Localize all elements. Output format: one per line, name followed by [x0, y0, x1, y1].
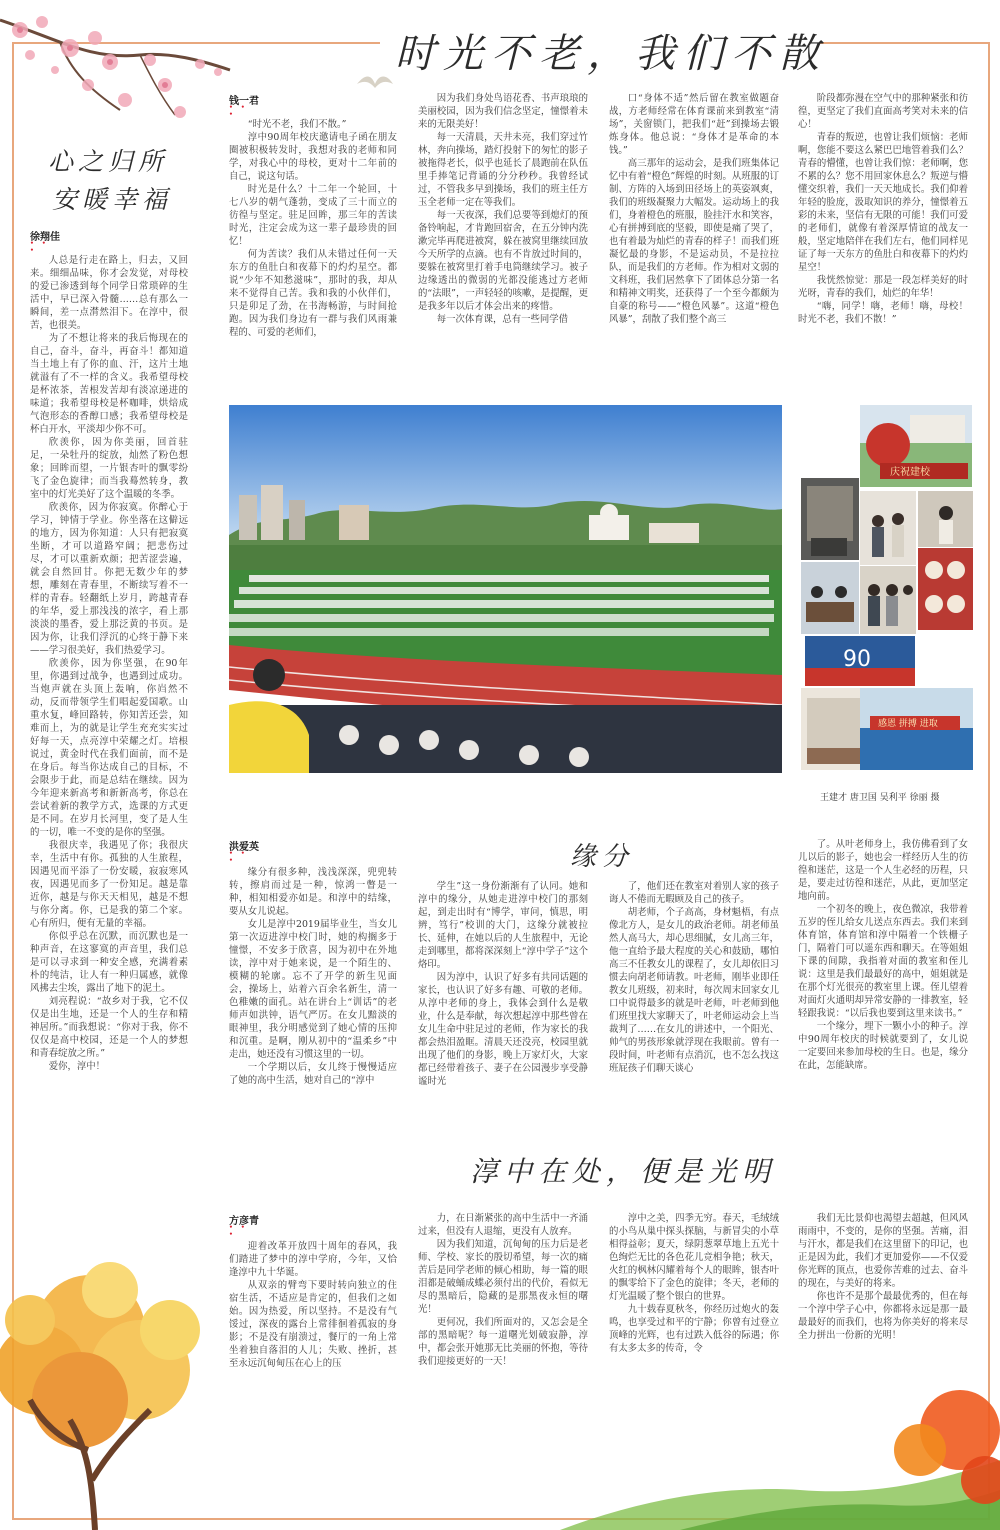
thumb-meeting-photo [801, 562, 859, 634]
paragraph: 了，他们还在教室对着别人家的孩子诲人不倦而无暇顾及自己的孩子。 [609, 881, 779, 905]
photo-90-text: 90 [843, 647, 871, 672]
paragraph: 了。从叶老师身上，我仿佛看到了女儿以后的影子，她也会一样经历人生的彷徨和迷茫，这是一个人生必经的历程，只是，要走过彷徨和迷茫，从此，更加坚定地向前。 [798, 839, 968, 902]
article-fang-column-3 [609, 1212, 779, 1388]
article-fang-column-1 [229, 1240, 397, 1388]
paragraph: 刘亮程说：“故乡对于我，它不仅仅是出生地，还是一个人的生存和精神居所。”而我想说：“你对于我，你不仅仅是高中校园，还是一个人的梦想和青春绽放之所。” [30, 996, 188, 1059]
paragraph: 欣羡你，因为你坚强，在90年里，你遇到过战争，也遇到过成功。当炮声就在头顶上轰响，你岿然不动，反而带领学生们唱起爱国歌。山重水复，峰回路转，你知苦还尝，知难而上，为的就是让学生充充实实过好每一天，点亮淳中荣耀之灯。培根说过，黄金时代在我们面前，而不是在身后。每当你达成自己的目标，不会限步于此，而是总结在继续。因为今年迎来新高考和新新高考，你总在尝试着新的教学方式，选课的方式更是不同。在岁月长河里，变了是人生的一切，唯一不变的是你的坚强。 [30, 658, 188, 838]
article-hong-column-1 [229, 866, 397, 1116]
article-qian-column-4 [798, 92, 968, 368]
article-fang-column-2 [418, 1212, 588, 1388]
paragraph: 欣羡你，因为你美丽，回首驻足，一朵牡丹的绽放，灿然了粉色想象；回眸而望，一片银杏叶的飘零纷飞了金色旋律；而当我蓦然转身，教室中的灯光美好了这个温暖的冬季。 [30, 437, 188, 500]
paragraph: 爱你，淳中！ [48, 1061, 106, 1072]
byline-hong: 洪爱英 • • • [229, 838, 259, 853]
byline-qian: 钱一君 • • • [229, 92, 259, 107]
main-headline: 时光不老，我们不散 [395, 31, 827, 77]
article-qian-column-1 [229, 118, 397, 368]
paragraph: 迎着改革开放四十周年的春风，我们踏进了梦中的淳中学府，今年，又恰逢淳中九十华诞。 [229, 1241, 397, 1278]
paragraph: 每一天清晨，天井未亮，我们穿过竹林，奔向操场，踏灯投射下的匆忙的影子被拖得老长，似乎也延长了晨跑前在队伍里手捧笔记背诵的分分秒秒。我曾经试过，不管我多早到操场，我们的班主任方玉全老师一定在等我们。 [418, 132, 588, 208]
plum-blossom-decoration [0, 0, 240, 150]
paragraph: “嗨，同学！嗨，老师！嗨，母校！时光不老，我们不散！” [798, 301, 968, 325]
paragraph: 何为苦读？我们从未错过任何一天东方的鱼肚白和夜幕下的灼灼星空。都说“少年不知愁滋味”，那时的我，却从来不觉得自己苦。我和我的小伙伴们，只是卯足了劲，在书海畅游，与时间抢跑。因为我们身边有一群与我们风雨兼程的、可爱的老师们， [229, 249, 397, 338]
paragraph: 每一天夜深，我们总要等到熄灯的预备铃响起，才肯跑回宿舍，在五分钟内洗漱完毕再爬进被窝，躲在被窝里继续回放今天所学的点滴。也有不肯放过时间的，要躲在被窝里打着手电筒继续学习。被子边缘透出的微弱的光都没能逃过方老师的“法眼”，一声轻轻的咳嗽，是提醒，更是我多年以后才体会出来的疼惜。 [418, 210, 588, 312]
left-headline-line1: 心之归所 [48, 147, 169, 176]
thumb-portraits-photo [918, 548, 973, 630]
paragraph: 每一次体育课，总有一些同学借 [436, 314, 569, 325]
article-hong-column-4 [798, 838, 968, 1116]
paragraph: 阶段都弥漫在空气中的那种紧张和彷徨，更坚定了我们直面高考笑对未来的信心！ [798, 93, 968, 130]
thumb-people-photo-2 [918, 491, 973, 547]
left-headline-line2: 安暖幸福 [52, 185, 173, 214]
paragraph: 为了不想让将来的我后悔现在的自己，奋斗，奋斗，再奋斗！都知道当土地上有了你的血、汗，这片土地就溢有了不一样的含义。我希望母校是杯浓茶，苦根发苦却有淡凉递进的味道；我希望母校是杯咖啡，烘焙成气泡形态的香醇口感；我希望母校是杯白开水，平淡却少你不可。 [30, 333, 188, 435]
paragraph: 你也许不是那个最最优秀的，但在每一个淳中学子心中，你都将永远是那一最最最好的而我们，也将为你美好的将来尽全力拼出一份新的光明！ [798, 1291, 968, 1341]
paragraph: 淳中之美，四季无穷。春天，毛绒绒的小鸟从巢中探头探脑，与新冒尖的小草相得益彰；夏天，绿阴葱翠草地上五光十色绚烂无比的各色花儿竞相争艳；秋天，火红的枫林闪耀着每个人的眼眸，银杏叶的飘零给下了金色的旋律；冬天，老师的灯光温暖了整个银白的世界。 [609, 1213, 779, 1302]
paragraph: 从双亲的臂弯下要时转向独立的住宿生活，不适应是肯定的，但我们之如始。因为热爱，所以坚持。不是没有气馁过，深夜的露台上常徘徊着孤寂的身影；不是没有崩溃过，餐厅的一角上常坐着独自落泪的人儿；失败、挫折，甚至永远沉甸甸压在心上的压 [229, 1280, 397, 1369]
paragraph: 高三那年的运动会，是我们班集体记忆中有着“橙色”辉煌的时刻。从班服的订制、方阵的入场到田径场上的英姿飒爽，我们的班级凝聚力大幅发。运动场上的我们，身着橙色的班服，脸挂汗水和笑容，心有拼搏到底的坚毅，即使是痛了哭了，也有着最为灿烂的青春的样子！而我们班凝忆最的身影，不是运动员，不是拉拉队，而是我们的方老师。作为相对文弱的文科班，我们居然拿下了团体总分第一名和精神文明奖，还获得了一个至今都颇为自豪的称号——“橙色风暴”。这道“橙色风暴”，刮散了我们整个高三 [609, 158, 779, 325]
banner-text: 庆祝建校 [890, 467, 930, 478]
article-xu-column [30, 254, 188, 1246]
paragraph: 你似乎总在沉默，而沉默也是一种声音，在这寥寞的声音里，我们总是可以寻求到一种安全感，充满着素朴的纯洁，让人有一种归属感，就像风拂去尘埃，露出了地下的泥土。 [30, 931, 188, 994]
paragraph: 一个学期以后，女儿终于慢慢适应了她的高中生活，她对自己的“淳中 [229, 1062, 397, 1086]
thumb-team-photo [860, 688, 973, 770]
paragraph: 因为我们知道，沉甸甸的压力后是老师、学校、家长的殷切希望，每一次的痛苦后是同学老师的倾心相助，每一篇的眼泪都是破蛹成蝶必须付出的代价，看似无尽的黑暗后，隐藏的是那黑夜永恒的曙光！ [418, 1239, 588, 1315]
sports-field-photo [229, 405, 782, 773]
paragraph: 我恍然惊觉：那是一段怎样美好的时光呀，青春的我们，灿烂的年华！ [798, 275, 968, 299]
photo-caption: 王建才 唐卫国 吴利平 徐丽 摄 [820, 793, 940, 803]
paragraph: “时光不老，我们不散。” [247, 119, 347, 130]
paragraph: 九十载春夏秋冬，你经历过炮火的轰鸣，也享受过和平的宁静；你曾有过登立顶峰的光辉，也有过跌入低谷的际遇；你有太多太多的传奇，令 [609, 1304, 779, 1354]
paragraph: 更何况，我们所面对的，又怎会是全部的黑暗呢？每一道曙光划破寂静，淳中，都会张开她那无比美丽的怀抱，等待我们迎接更好的一天！ [418, 1317, 588, 1367]
thumb-building-photo [801, 478, 859, 560]
thumb-90-photo [805, 636, 915, 686]
banner2-text: 感恩 拼搏 进取 [878, 719, 938, 729]
paragraph: 学生”这一身份渐渐有了认同。她和淳中的缘分，从她走进淳中校门的那刻起，到走出时有“博学，审问，慎思，明辨，笃行”校训的大门，这缘分就被拉长、延伸，在她以后的人生旅程中，无论走到哪里，都将深深刻上“淳中学子”这个烙印。 [418, 881, 588, 970]
paragraph: 胡老师，个子高高，身材魁梧，有点像北方人，是女儿的政治老师。胡老师虽然人高马大，却心思细腻，女儿高三年，他一直给予最大程度的关心和鼓励，哪怕高三不任教女儿的课程了，女儿却依旧习惯去向胡老师请教。叶老师，刚毕业即任教女儿班级，初来时，每次周末回家女儿口中说得最多的就是叶老师，叶老师到他们班里找大家聊天了，叶老师运动会上当裁判了……在女儿的讲述中，一个阳光、帅气的男孩形象就浮现在我眼前。曾有一段时间，叶老师有点消沉，也不怎么找这班屁孩子们聊天谈心 [609, 907, 779, 1074]
bird-icon [355, 70, 395, 98]
paragraph: 青春的叛逆，也曾让我们烦恼：老师啊，您能不要这么紧巴巴地管着我们么？青春的懵懂，也曾让我们惊：老师啊，您不累的么？您不用回家休息么？叛逆与懵懂交织着，我们一天天地成长。我们仰着年轻的脸庞，汲取知识的养分，憧憬着五彩的未来，坚信有无限的可能！我们可爱的老师们，就像有着深厚情谊的战友一般，坚定地陪伴在我们左右，他们同样见证了每一天东方的鱼肚白和夜幕下的灼灼星空！ [798, 132, 968, 273]
paragraph: 缘分有很多种，浅浅深深，兜兜转转，擦肩而过是一种，惊鸿一瞥是一种，相知相爱亦如是。和淳中的结缘，要从女儿说起。 [229, 867, 397, 917]
paragraph: 我很庆幸，我遇见了你；我很庆幸，生活中有你。孤独的人生旅程，因遇见而平添了一份安暖，寂寂寒风夜，因遇见而多了一份知足。越是靠近你，越是与你天天相见，越是不想与你分离。你，已是我的第二个家。心有所归，便有无量的幸福。 [30, 840, 188, 929]
paragraph: 女儿是淳中2019届毕业生，当女儿第一次迈进淳中校门时，她的构搁多于憧憬，不安多于欣喜，因为初中在外地读，淳中对于她来说，是一个陌生的、模糊的轮廓。忘不了开学的新生见面会，操场上，站着六百余名新生，清一色稚嫩的面孔。站在讲台上“训话”的老师声如洪钟，语气严厉。在女儿黯淡的眼神里，我分明感觉到了她心情的压抑和沉重。是啊，刚从初中的“温柔乡”中走出，她还没有习惯这里的一切。 [229, 919, 397, 1060]
paragraph: 我们无比景仰也渴望去超越，但风风雨雨中，不变的，是你的坚强。苦痛，泪与汗水，都是我们在这里留下的印记，也正是因为此，我们才更加爱你——不仅爱你光辉的顶点，也爱你苦难的过去、奋斗的现在，与美好的将来。 [798, 1213, 968, 1289]
thumb-group-photo [860, 566, 916, 634]
byline-xu: 徐翔佳 • • • [30, 228, 60, 243]
paragraph: 口“身体不适”然后留在教室做题奋战，方老师经常在体育课前来到教室“清场”，关窗锁门，把我们“赶”到操场去锻炼身体。他总说：“身体才是革命的本钱。” [609, 93, 779, 156]
byline-fang: 方彦青 • • • [229, 1212, 259, 1227]
paragraph: 欣羡你，因为你寂寞。你醉心于学习，钟情于学业。你坐落在这僻远的地方，因为你知道：人只有把寂寞坐断，才可以道路窄阔；把悲伤过尽，才可以重新欢颜；把苦涩尝遍，就会自然回甘。你把无数少年的梦想，雕刻在青春里，不断续写着不一样的青春。轻翻纸上岁月，跨越青春的年华，爱上那浅浅的浓字，看上那淡淡的墨香，爱上那泛黄的书页。是因为你，让我们浮沉的心终于静下来——学习很美好，我们热爱学习。 [30, 502, 188, 656]
lower-headline: 淳中在处，便是光明 [470, 1155, 777, 1188]
paragraph: 一个初冬的晚上，夜色微凉，我带着五岁的侄儿给女儿送点东西去。我们来到体育馆，体育馆和淳中隔着一个铁栅子门，隔着门可以遥东西和聊天。在等姐姐下课的间隙，我指着对面的教室和侄儿说：这里是我们最最好的高中，姐姐就是在那个灯光很亮的教室里上课。侄儿望着对面灯火通明却异常安静的一排教室，轻轻跟我说：“以后我也要到这里来读书。” [798, 904, 968, 1019]
autumn-leaves-decoration [560, 1390, 1000, 1530]
article-qian-column-3 [609, 92, 779, 368]
autumn-tree-decoration [0, 1250, 230, 1530]
article-hong-column-2 [418, 880, 588, 1116]
article-qian-column-2 [418, 92, 588, 368]
thumb-banner-photo [860, 405, 972, 487]
paragraph: 力，在日渐紧张的高中生活中一齐涌过来，但没有人退缩，更没有人放弃。 [418, 1213, 588, 1237]
paragraph: 淳中90周年校庆邀请电子函在朋友圈被积极转发时，我想对我的老师和同学，对我心中的母校，更对十二年前的自己，说这句话。 [229, 132, 397, 182]
paragraph: 人总是行走在路上，归去，又回来。细细品味，你才会发觉，对母校的爱已渗透到每个同学日常琐碎的生活中，早已深入骨髓……总有那么一瞬间，差一点潸然泪下。在淳中，很苦，也很美。 [30, 255, 188, 331]
article-hong-column-3 [609, 880, 779, 1116]
thumb-people-photo-1 [860, 491, 916, 565]
article-fang-column-4 [798, 1212, 968, 1388]
paragraph: 因为我们身处鸟语花香、书声琅琅的美丽校园，因为我们信念坚定，憧憬着未来的无限美好！ [418, 93, 588, 130]
middle-headline: 缘分 [570, 842, 635, 872]
paragraph: 一个缘分，埋下一颗小小的种子。淳中90周年校庆的时候就要到了，女儿说一定要回来参加母校的生日。也是，缘分在此，怎能缺席。 [798, 1021, 968, 1071]
paragraph: 时光是什么？十二年一个轮回，十七八岁的朝气蓬勃，变成了三十而立的彷徨与坚定。驻足回眸，那三年的苦读时光，注定会成为这一辈子最珍贵的回忆！ [229, 184, 397, 247]
paragraph: 因为淳中，认识了好多有共同话题的家长，也认识了好多有趣、可敬的老师。从淳中老师的身上，我体会到什么是敬业，什么是奉献，每次想起淳中那些曾在女儿生命中驻足过的老师，作为家长的我都会热泪盈眶。清晨天还没亮，校园里就出现了他们的身影，晚上万家灯火，大家都已经带着孩子、妻子在公园漫步享受静谧时光 [418, 972, 588, 1087]
